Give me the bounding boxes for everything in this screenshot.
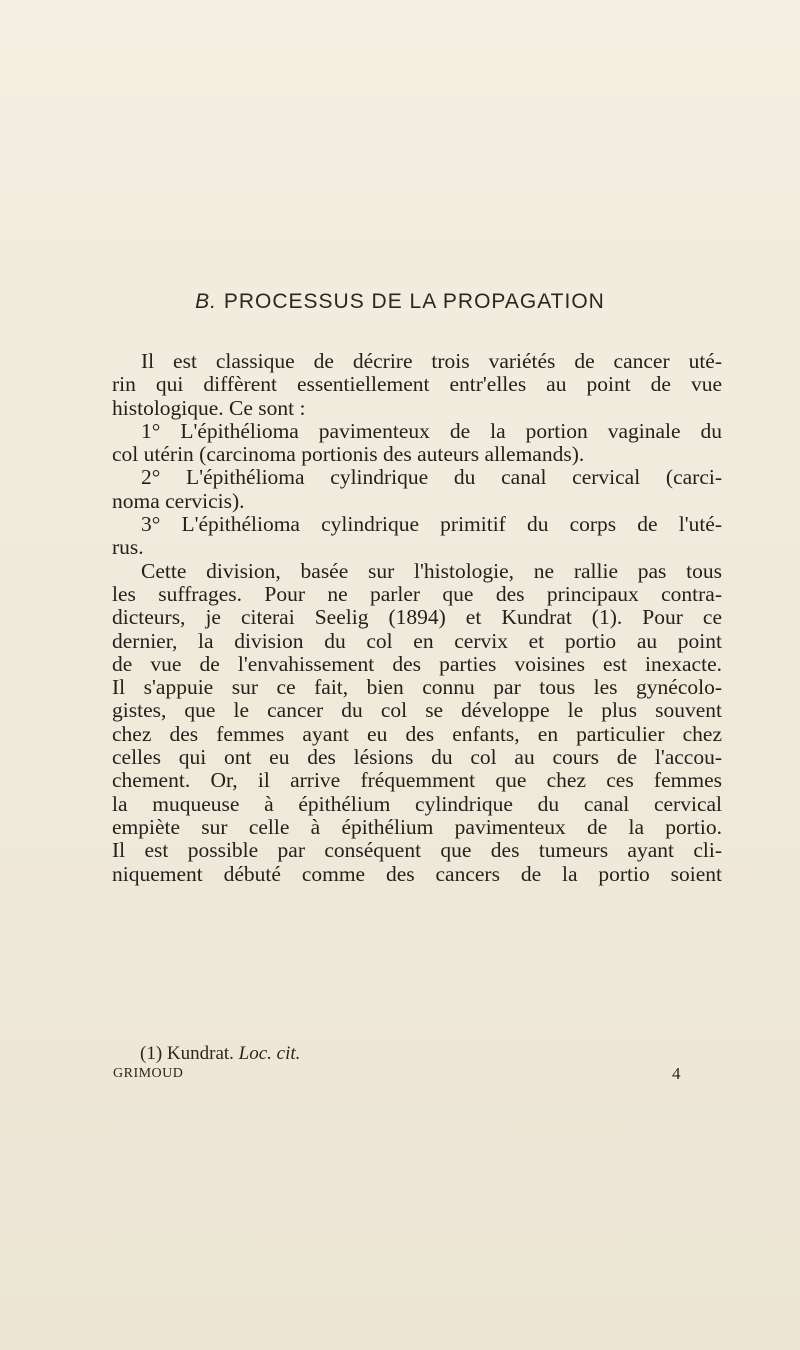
text-line: chement. Or, il arrive fréquemment que chez ces femmes <box>112 768 722 793</box>
text-line: Il est classique de décrire trois variétés de cancer uté- <box>141 349 722 373</box>
text-line: 2° L'épithélioma cylindrique du canal cervical (carci- <box>141 465 722 490</box>
text-line: rus. <box>112 535 144 560</box>
printer-name: GRIMOUD <box>113 1066 184 1081</box>
text-line: Il est possible par conséquent que des tumeurs ayant cli- <box>112 838 722 863</box>
text-line: col utérin (carcinoma portionis des auteurs allemands). <box>112 442 585 467</box>
text-line: 3° L'épithélioma cylindrique primitif du corps de l'uté- <box>141 512 722 537</box>
text-line: histologique. Ce sont : <box>112 395 306 420</box>
text-line: empiète sur celle à épithélium pavimenteux de la portio. <box>112 814 722 839</box>
section-title: PROCESSUS DE LA PROPAGATION <box>223 290 605 313</box>
text-line: gistes, que le cancer du col se développe le plus souvent <box>112 698 722 723</box>
text-line: Il s'appuie sur ce fait, bien connu par tous les gynécolo- <box>112 675 722 700</box>
sheet-number: 4 <box>672 1064 681 1083</box>
section-heading <box>100 290 700 314</box>
text-line: dicteurs, je citerai Seelig (1894) et Kundrat (1). Pour ce <box>112 605 722 630</box>
footnote-text: (1) Kundrat. <box>140 1043 234 1064</box>
body-text <box>112 350 722 886</box>
footnote-reference: Loc. cit. <box>238 1043 301 1064</box>
text-line: de vue de l'envahissement des parties voisines est inexacte. <box>112 651 722 676</box>
text-line: celles qui ont eu des lésions du col au cours de l'accou- <box>112 745 722 770</box>
text-line: Cette division, basée sur l'histologie, ne rallie pas tous <box>141 558 722 583</box>
text-line: 1° L'épithélioma pavimenteux de la portion vaginale du <box>141 418 722 443</box>
text-line: noma cervicis). <box>112 488 245 513</box>
text-line: rin qui diffèrent essentiellement entr'elles au point de vue <box>112 372 722 397</box>
text-line: dernier, la division du col en cervix et portio au point <box>112 628 722 653</box>
footnote <box>140 1043 300 1065</box>
text-line: niquement débuté comme des cancers de la portio soient <box>112 861 722 886</box>
text-line: les suffrages. Pour ne parler que des principaux contra- <box>112 581 722 606</box>
text-line: la muqueuse à épithélium cylindrique du canal cervical <box>112 791 722 816</box>
text-line: chez des femmes ayant eu des enfants, en particulier chez <box>112 721 722 746</box>
section-letter: B. <box>195 290 217 313</box>
